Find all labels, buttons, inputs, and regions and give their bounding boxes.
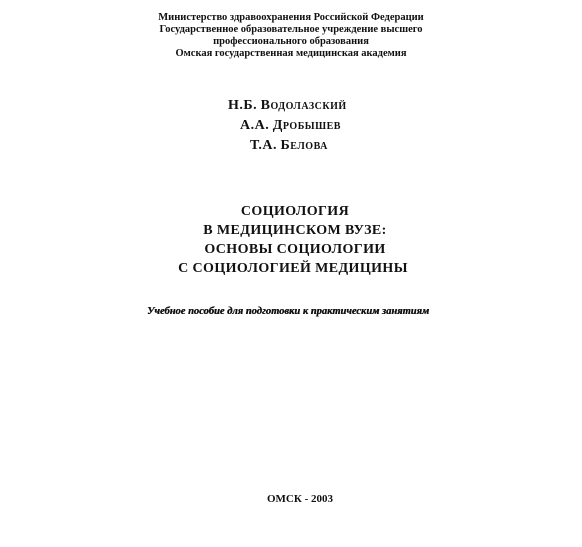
institution-header bbox=[0, 12, 582, 60]
author bbox=[228, 96, 347, 116]
author-initials: Т.А. bbox=[250, 138, 278, 153]
author-initials: А.А. bbox=[240, 118, 270, 133]
city-year: ОМСК - 2003 bbox=[266, 493, 334, 505]
author-surname: Белова bbox=[280, 138, 328, 153]
author-surname: Водолазский bbox=[260, 98, 347, 113]
book-title bbox=[0, 202, 582, 278]
education-level-line: профессионального образования bbox=[213, 36, 369, 47]
title-line: СОЦИОЛОГИЯ bbox=[240, 204, 350, 219]
author-surname: Дробышев bbox=[272, 118, 341, 133]
title-line: С СОЦИОЛОГИЕЙ МЕДИЦИНЫ bbox=[178, 261, 408, 276]
authors-block bbox=[224, 96, 347, 156]
title-line: ОСНОВЫ СОЦИОЛОГИИ bbox=[204, 242, 386, 257]
author bbox=[250, 136, 347, 156]
author-initials: Н.Б. bbox=[228, 98, 258, 113]
institution-type-line: Государственное образовательное учреждение высшего bbox=[159, 24, 423, 35]
book-subtitle: Учебное пособие для подготовки к практическим занятиям bbox=[147, 306, 430, 317]
author bbox=[240, 116, 347, 136]
academy-name-line: Омская государственная медицинская академия bbox=[175, 48, 407, 59]
title-line: В МЕДИЦИНСКОМ ВУЗЕ: bbox=[203, 223, 387, 238]
ministry-line: Министерство здравоохранения Российской Федерации bbox=[158, 12, 424, 23]
